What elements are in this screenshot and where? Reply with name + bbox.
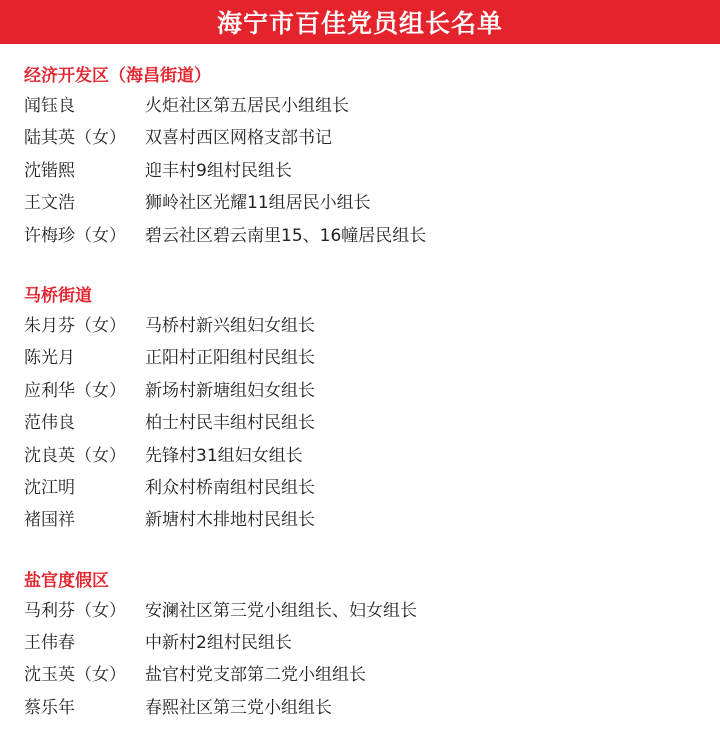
list-item bbox=[24, 504, 720, 536]
member-name: 沈玉英（女） bbox=[24, 665, 126, 686]
list-item bbox=[24, 595, 720, 627]
member-role: 狮岭社区光耀11组居民小组长 bbox=[145, 193, 371, 214]
section-economic-development-zone bbox=[24, 62, 720, 252]
list-item bbox=[24, 627, 720, 659]
section-yanguan-resort bbox=[24, 567, 720, 725]
list-item bbox=[24, 440, 720, 472]
member-role: 迎丰村9组村民组长 bbox=[145, 160, 292, 181]
member-role: 碧云社区碧云南里15、16幢居民组长 bbox=[145, 225, 427, 246]
member-role: 柏士村民丰组村民组长 bbox=[145, 413, 315, 434]
list-item bbox=[24, 310, 720, 342]
list-item bbox=[24, 659, 720, 691]
list-item bbox=[24, 407, 720, 439]
section-maqiao-subdistrict bbox=[24, 282, 720, 537]
list-item bbox=[24, 90, 720, 122]
member-role: 双喜村西区网格支部书记 bbox=[145, 128, 332, 149]
list-item bbox=[24, 187, 720, 219]
member-role: 新场村新塘组妇女组长 bbox=[145, 380, 315, 401]
member-role: 春熙社区第三党小组组长 bbox=[145, 697, 332, 718]
member-name: 褚国祥 bbox=[24, 510, 75, 531]
member-role: 安澜社区第三党小组组长、妇女组长 bbox=[145, 600, 417, 621]
member-name: 陆其英（女） bbox=[24, 128, 126, 149]
member-name: 马利芬（女） bbox=[24, 600, 126, 621]
member-name: 沈江明 bbox=[24, 477, 75, 498]
section-title: 经济开发区（海昌街道） bbox=[24, 66, 211, 86]
member-name: 王伟春 bbox=[24, 633, 75, 654]
list-item bbox=[24, 375, 720, 407]
page-header bbox=[0, 0, 720, 44]
list-item bbox=[24, 692, 720, 724]
member-role: 火炬社区第五居民小组组长 bbox=[145, 96, 349, 116]
member-name: 闻钰良 bbox=[24, 96, 75, 116]
member-name: 沈良英（女） bbox=[24, 445, 126, 466]
member-name: 沈锴熙 bbox=[24, 160, 75, 181]
member-name: 许梅珍（女） bbox=[24, 225, 126, 246]
member-name: 陈光月 bbox=[24, 348, 75, 369]
list-item bbox=[24, 220, 720, 252]
member-role: 盐官村党支部第二党小组组长 bbox=[145, 665, 366, 686]
page-title: 海宁市百佳党员组长名单 bbox=[216, 9, 503, 38]
member-role: 新塘村木排地村民组长 bbox=[145, 510, 315, 531]
member-name: 王文浩 bbox=[24, 193, 75, 214]
section-title: 盐官度假区 bbox=[24, 570, 109, 591]
list-item bbox=[24, 342, 720, 374]
roster-content bbox=[0, 44, 720, 724]
member-name: 范伟良 bbox=[24, 413, 75, 434]
member-role: 正阳村正阳组村民组长 bbox=[145, 348, 315, 369]
member-role: 先锋村31组妇女组长 bbox=[145, 445, 303, 466]
section-title: 马桥街道 bbox=[24, 285, 92, 306]
member-role: 中新村2组村民组长 bbox=[145, 633, 292, 654]
member-name: 蔡乐年 bbox=[24, 697, 75, 718]
list-item bbox=[24, 472, 720, 504]
list-item bbox=[24, 155, 720, 187]
member-role: 马桥村新兴组妇女组长 bbox=[145, 315, 315, 336]
member-name: 应利华（女） bbox=[24, 380, 126, 401]
member-role: 利众村桥南组村民组长 bbox=[145, 477, 315, 498]
member-name: 朱月芬（女） bbox=[24, 315, 126, 336]
list-item bbox=[24, 122, 720, 154]
